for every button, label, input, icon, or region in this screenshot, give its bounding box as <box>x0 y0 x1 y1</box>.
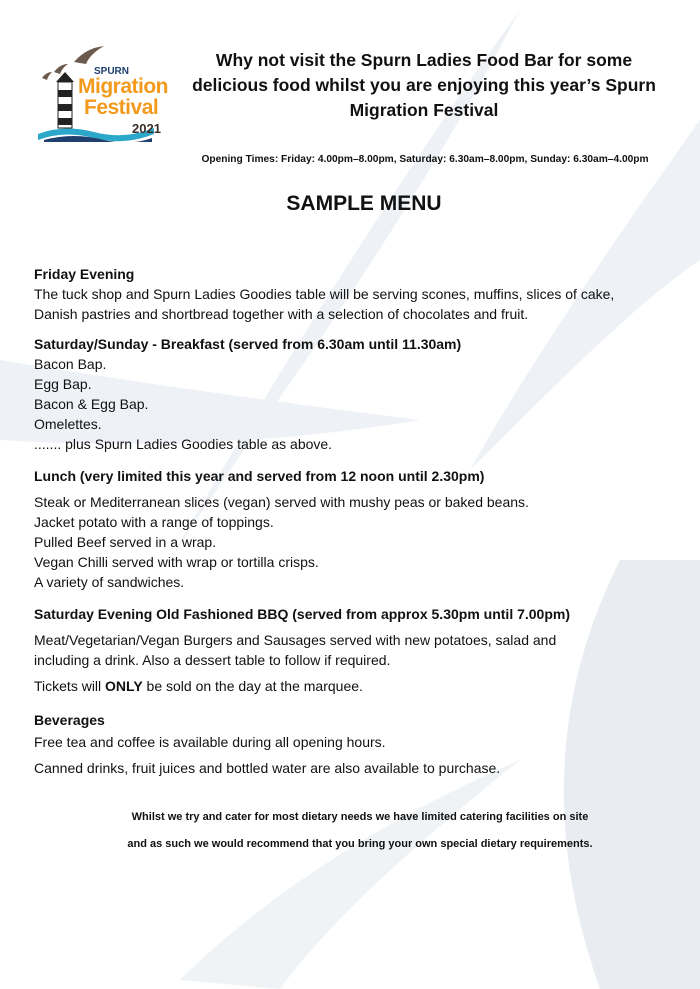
headline-line-1: Why not visit the Spurn Ladies Food Bar for some <box>215 50 633 70</box>
text-line: Free tea and coffee is available during all opening hours. <box>34 734 386 750</box>
text-line: Canned drinks, fruit juices and bottled water are also available to purchase. <box>34 760 501 776</box>
menu-item: Vegan Chilli served with wrap or tortilla crisps. <box>34 554 319 570</box>
opening-times: Opening Times: Friday: 4.00pm–8.00pm, Saturday: 6.30am–8.00pm, Sunday: 6.30am–4.00pm <box>201 154 649 165</box>
section-breakfast <box>34 334 674 454</box>
section-beverages <box>34 710 674 778</box>
headline-line-2: delicious food whilst you are enjoying this year’s Spurn <box>192 75 656 95</box>
menu-item: Bacon Bap. <box>34 356 107 372</box>
section-lunch <box>34 466 674 592</box>
menu-title: SAMPLE MENU <box>286 192 442 215</box>
menu-item: Bacon & Egg Bap. <box>34 396 149 412</box>
logo-text-spurn: SPURN <box>94 66 130 77</box>
section-heading: Beverages <box>34 712 105 728</box>
section-bbq <box>34 604 674 696</box>
headline-line-3: Migration Festival <box>349 100 499 120</box>
dietary-note <box>60 804 660 858</box>
menu-item: Steak or Mediterranean slices (vegan) served with mushy peas or baked beans. <box>34 494 529 510</box>
menu-item: Egg Bap. <box>34 376 92 392</box>
menu-item: ....... plus Spurn Ladies Goodies table as above. <box>34 436 333 452</box>
section-heading: Saturday Evening Old Fashioned BBQ (served from approx 5.30pm until 7.00pm) <box>34 606 571 622</box>
text-line: Danish pastries and shortbread together with a selection of chocolates and fruit. <box>34 306 529 322</box>
logo-year: 2021 <box>132 121 161 136</box>
tickets-line: Tickets will ONLY be sold on the day at the marquee. <box>34 678 363 694</box>
logo-text-festival: Festival <box>84 96 159 119</box>
menu-item: Omelettes. <box>34 416 102 432</box>
logo-text-migration: Migration <box>78 75 168 98</box>
menu-item: Jacket potato with a range of toppings. <box>34 514 274 530</box>
text-line: including a drink. Also a dessert table to follow if required. <box>34 652 391 668</box>
note-line-2: and as such we would recommend that you bring your own special dietary requirements. <box>127 838 593 850</box>
note-line-1: Whilst we try and cater for most dietary needs we have limited catering facilities on site <box>131 811 589 823</box>
menu-item: Pulled Beef served in a wrap. <box>34 534 217 550</box>
section-friday <box>34 264 674 324</box>
tickets-emphasis: ONLY <box>105 678 143 694</box>
text-line: Meat/Vegetarian/Vegan Burgers and Sausages served with new potatoes, salad and <box>34 632 557 648</box>
section-heading: Lunch (very limited this year and served from 12 noon until 2.30pm) <box>34 468 485 484</box>
text-line: The tuck shop and Spurn Ladies Goodies table will be serving scones, muffins, slices of cake, <box>34 286 615 302</box>
section-heading: Friday Evening <box>34 266 135 282</box>
section-heading: Saturday/Sunday - Breakfast (served from 6.30am until 11.30am) <box>34 336 462 352</box>
menu-item: A variety of sandwiches. <box>34 574 185 590</box>
headline <box>178 48 670 123</box>
